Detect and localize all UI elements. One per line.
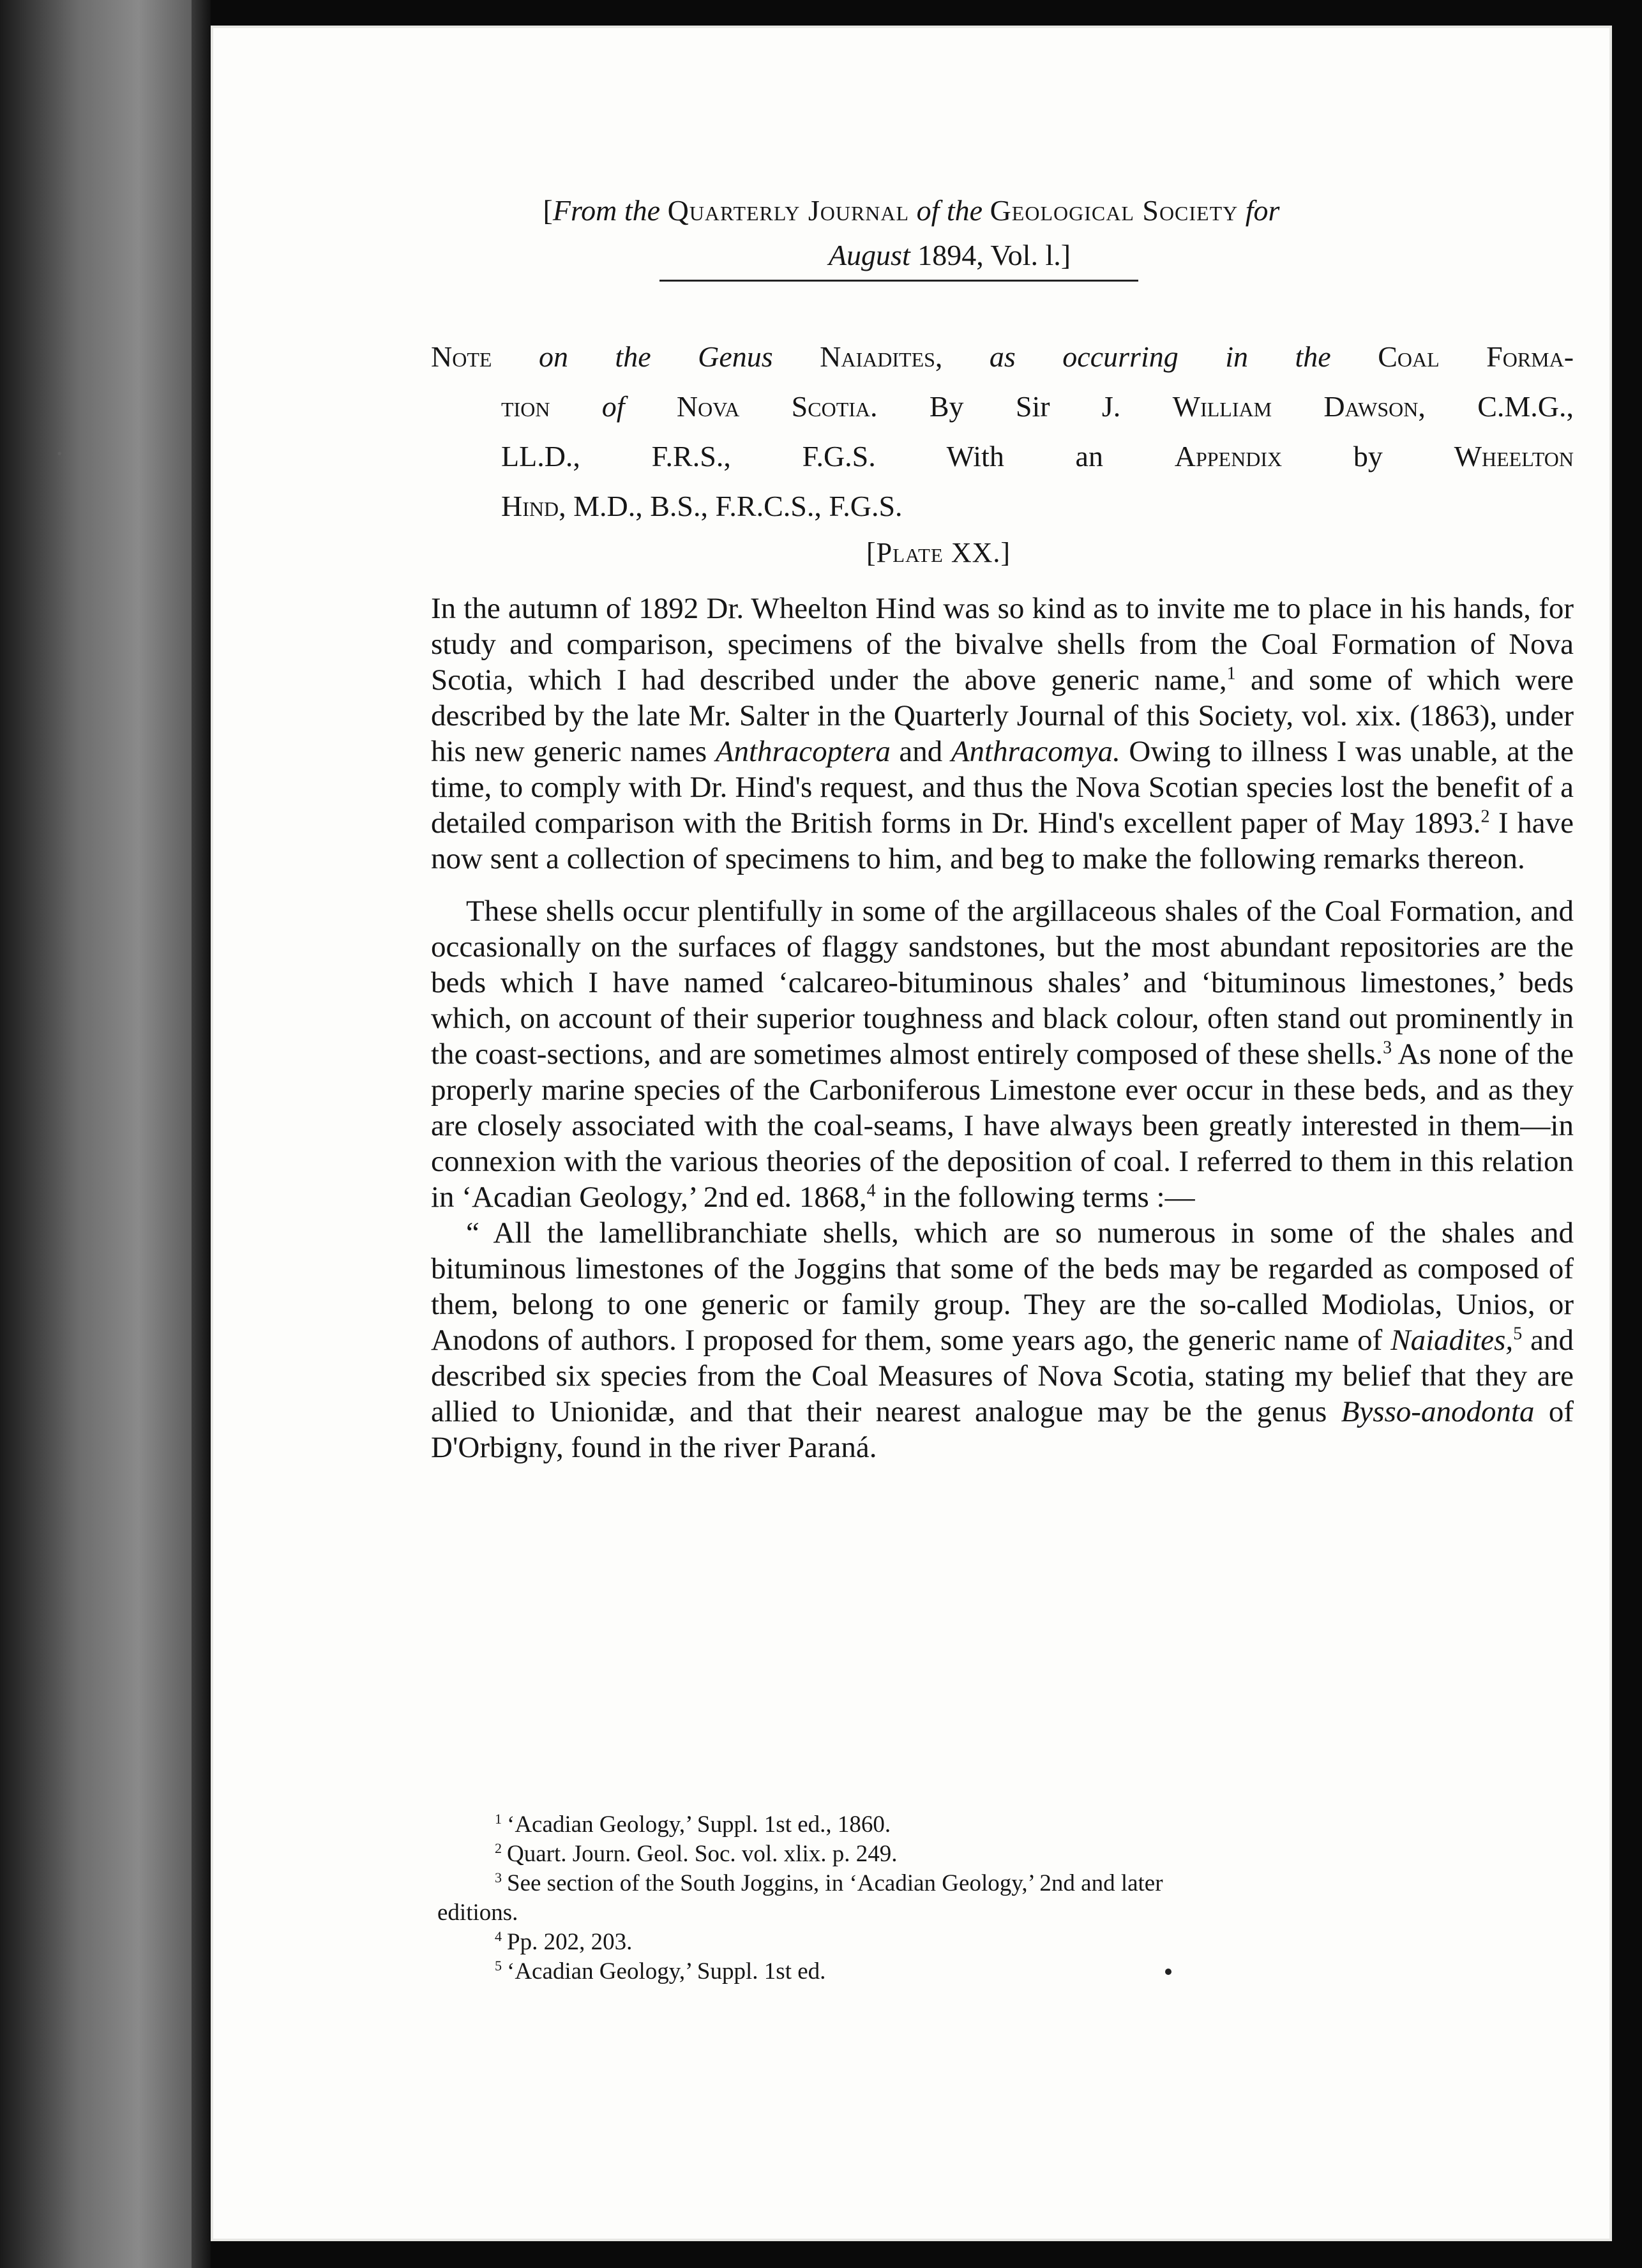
paragraph-3-quotation (431, 1215, 1574, 1465)
header-year-volume: 1894, Vol. l.] (917, 239, 1071, 271)
p3-text-a: “ All the lamellibranchiate shells, which are so numerous in some of the shales and bituminous limestones of the Joggins that some of the beds may be regarded as composed of them, belong to one generic or family group. They are the so-called Modiolas, Unios, or Anodons of authors. I proposed for them, some years ago, the generic name of (431, 1216, 1574, 1357)
p2-text-c: in the following terms :— (875, 1181, 1195, 1214)
title-line-1 (431, 332, 1574, 382)
footnote-1-number: 1 (495, 1810, 502, 1827)
footnote-ref-1[interactable]: 1 (1226, 663, 1236, 684)
footnote-1 (437, 1810, 1580, 1840)
title-note: Note (431, 340, 492, 373)
p1-text-a: In the autumn of 1892 Dr. Wheelton Hind was so kind as to invite me to place in his hands, for study and comparison, specimens of the bivalve shells from the Coal Formation of Nova Scotia, which I had described under the above generic name, (431, 592, 1574, 697)
p1-text-b: and some of which were described by the late Mr. Salter in the Quarterly Journal of this Society, vol. xix. (1863), under his new generic names (431, 663, 1574, 768)
header-divider (659, 280, 1138, 282)
footnote-3-text: See section of the South Joggins, in ‘Acadian Geology,’ 2nd and later (507, 1870, 1163, 1896)
footnote-1-text: ‘Acadian Geology,’ Suppl. 1st ed., 1860. (507, 1811, 891, 1838)
title-hind: Hind, (501, 490, 566, 522)
footnote-2-text: Quart. Journ. Geol. Soc. vol. xlix. p. 249. (507, 1841, 898, 1867)
source-header-line-2 (211, 233, 1612, 278)
article-title (431, 332, 1574, 531)
footnote-2-number: 2 (495, 1840, 502, 1856)
genus-anthracoptera: Anthracoptera (715, 735, 891, 768)
p3-text-c: of D'Orbigny, found in the river Paraná. (431, 1395, 1574, 1464)
source-header-line-1 (211, 188, 1612, 233)
genus-bysso-anodonta: Bysso-anodonta (1341, 1395, 1535, 1428)
footnote-ref-5[interactable]: 5 (1513, 1324, 1523, 1344)
header-bracket: [ (543, 194, 553, 227)
p2-text-b: As none of the properly marine species of the Carboniferous Limestone ever occur in these beds, and as they are closely associated with the coal-seams, I have always been greatly interested in them—in connexion with the various theories of the deposition of coal. I referred to them in this relation in ‘Acadian Geology,’ 2nd ed. 1868, (431, 1038, 1574, 1214)
p1-text-d: Owing to illness I was unable, at the time, to comply with Dr. Hind's request, and thus the Nova Scotian species lost the benefit of a detailed comparison with the British forms in Dr. Hind's excellent paper of May 1893. (431, 735, 1574, 840)
title-tion: tion (501, 390, 550, 423)
footnotes (437, 1810, 1580, 1986)
document-page (211, 26, 1612, 2241)
article-body (431, 591, 1574, 1465)
title-appendix: Appendix (1174, 440, 1283, 472)
genus-anthracomya: Anthracomya. (951, 735, 1120, 768)
title-on-the-genus: on the Genus (538, 340, 773, 373)
p2-text-a: These shells occur plentifully in some of the argillaceous shales of the Coal Formation, and occasionally on the surfaces of flaggy sandstones, but the most abundant repositories are the beds which I have named ‘calcareo-bituminous shales’ and ‘bituminous limestones,’ beds which, on account of their superior toughness and black colour, often stand out prominently in the coast-sections, and are sometimes almost entirely composed of these shells. (431, 895, 1574, 1071)
footnote-ref-3[interactable]: 3 (1383, 1038, 1392, 1058)
header-for: for (1245, 194, 1280, 227)
p3-text-b: and described six species from the Coal Measures of Nova Scotia, stating my belief that they are allied to Unionidæ, and that their nearest analogue may be the genus (431, 1324, 1574, 1428)
header-month: August (828, 239, 910, 271)
title-line-3 (431, 432, 1574, 481)
footnote-4 (437, 1928, 1580, 1957)
title-nova-scotia: Nova Scotia. (676, 390, 878, 423)
title-author-honours: C.M.G., (1477, 390, 1574, 423)
title-degrees: LL.D., F.R.S., F.G.S. With an (501, 440, 1103, 472)
p1-text-c: and (890, 735, 951, 768)
footnote-5-text: ‘Acadian Geology,’ Suppl. 1st ed. (507, 1958, 826, 1984)
title-hind-degrees: M.D., B.S., F.R.C.S., F.G.S. (573, 490, 903, 522)
header-society-name: Geological Society (990, 194, 1239, 227)
genus-naiadites: Naiadites, (1390, 1324, 1514, 1357)
binding-shadow (192, 0, 211, 2268)
footnote-5 (437, 1957, 1580, 1986)
book-binding-edge (0, 0, 198, 2268)
footnote-4-number: 4 (495, 1928, 502, 1944)
title-line-4 (431, 481, 1574, 531)
footnote-3-number: 3 (495, 1869, 502, 1886)
p1-text-e: I have now sent a collection of specimens to him, and beg to make the following remarks thereon. (431, 806, 1574, 875)
title-as-occurring: as occurring in the (989, 340, 1331, 373)
source-header (211, 188, 1612, 278)
title-naiadites: Naiadites, (820, 340, 943, 373)
footnote-3-continued: editions. (437, 1900, 518, 1926)
title-wheelton: Wheelton (1454, 440, 1574, 472)
title-of: of (601, 390, 625, 423)
footnote-3 (437, 1869, 1580, 1898)
title-by-sir: By Sir J. (929, 390, 1121, 423)
title-by: by (1353, 440, 1383, 472)
title-coal-formation: Coal Forma- (1378, 340, 1574, 373)
paragraph-1 (431, 591, 1574, 877)
header-from: From the (552, 194, 661, 227)
footnote-2 (437, 1840, 1580, 1869)
footnote-ref-4[interactable]: 4 (866, 1181, 876, 1201)
plate-reference: [Plate XX.] (866, 537, 1011, 568)
footnote-5-number: 5 (495, 1957, 502, 1974)
header-of-the: of the (916, 194, 983, 227)
title-author-name: William Dawson, (1172, 390, 1426, 423)
footnote-ref-2[interactable]: 2 (1480, 806, 1490, 827)
title-line-2 (431, 382, 1574, 432)
ink-speck (1165, 1969, 1171, 1975)
paragraph-2 (431, 893, 1574, 1215)
header-journal-name: Quarterly Journal (667, 194, 910, 227)
footnote-4-text: Pp. 202, 203. (507, 1929, 633, 1955)
